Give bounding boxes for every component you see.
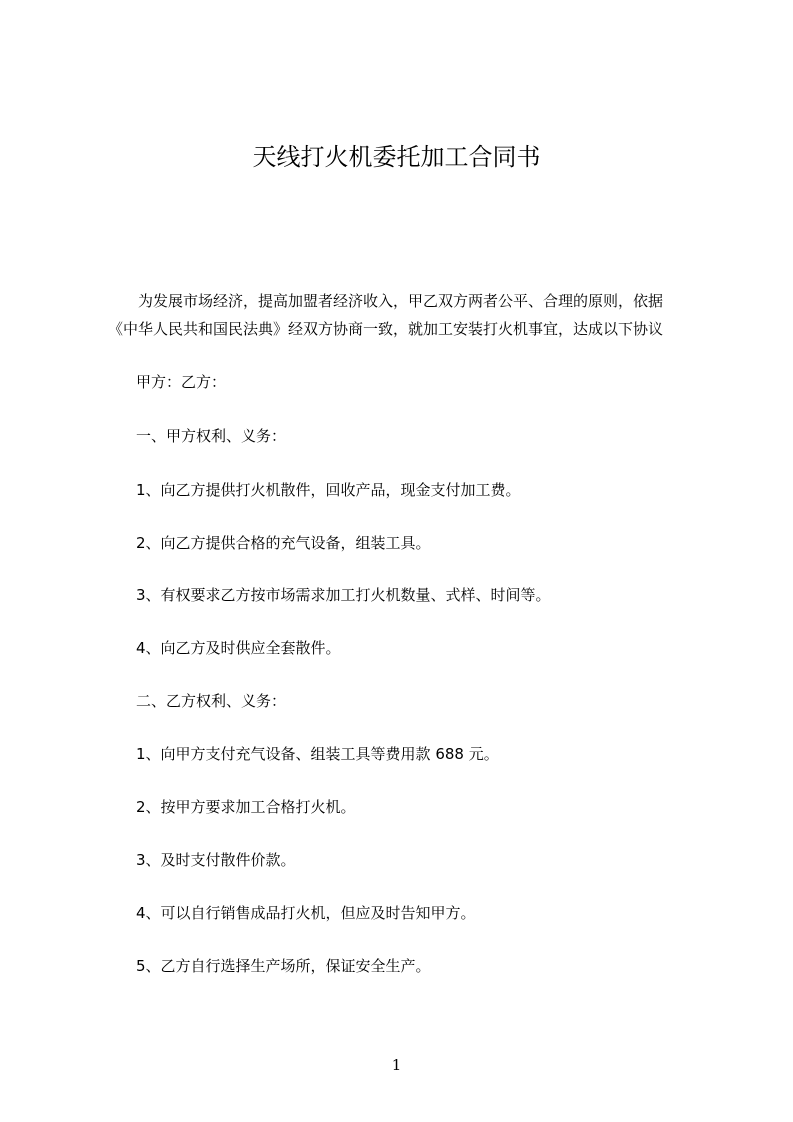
section2-heading: 二、乙方权利、义务： [136, 692, 287, 710]
section1-item-4: 4、向乙方及时供应全套散件。 [136, 639, 341, 657]
intro-paragraph [108, 287, 708, 343]
section1-heading: 一、甲方权利、义务： [136, 427, 287, 445]
parties-line: 甲方：乙方： [136, 373, 227, 391]
section1-item-2: 2、向乙方提供合格的充气设备，组装工具。 [136, 534, 431, 552]
page-number: 1 [391, 1056, 402, 1074]
section2-item-2: 2、按甲方要求加工合格打火机。 [136, 798, 356, 816]
section2-item-1: 1、向甲方支付充气设备、组装工具等费用款 688 元。 [136, 745, 499, 763]
section1-item-3: 3、有权要求乙方按市场需求加工打火机数量、式样、时间等。 [136, 586, 551, 604]
section2-item-5: 5、乙方自行选择生产场所，保证安全生产。 [136, 957, 431, 975]
intro-line-1: 为发展市场经济，提高加盟者经济收入，甲乙双方两者公平、合理的原则，依据 [138, 292, 664, 310]
intro-line-2: 《中华人民共和国民法典》经双方协商一致，就加工安装打火机事宜，达成以下协议 [108, 320, 664, 338]
section1-item-1: 1、向乙方提供打火机散件，回收产品，现金支付加工费。 [136, 481, 521, 499]
section2-item-4: 4、可以自行销售成品打火机，但应及时告知甲方。 [136, 904, 476, 922]
section2-item-3: 3、及时支付散件价款。 [136, 851, 296, 869]
document-title: 天线打火机委托加工合同书 [252, 143, 541, 171]
